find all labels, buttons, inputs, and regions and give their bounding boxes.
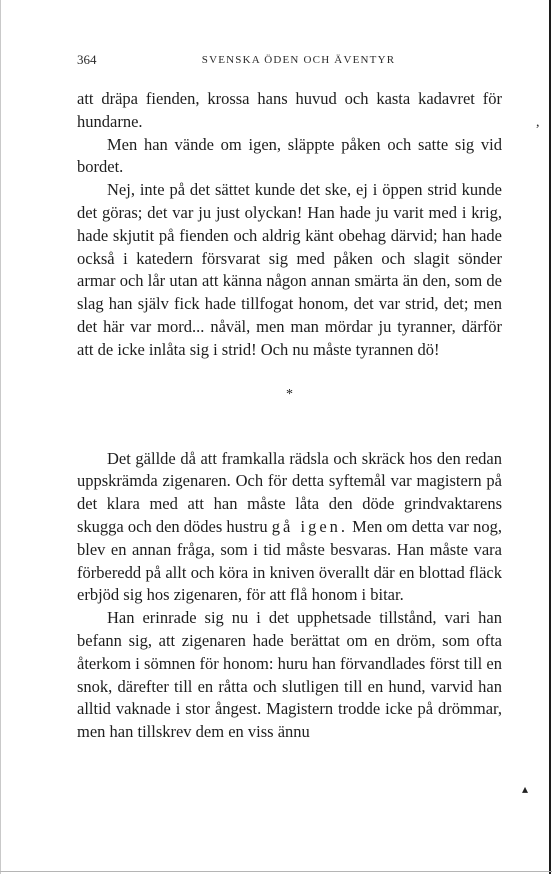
scan-edge-right	[549, 0, 551, 874]
margin-speck: ,	[536, 115, 540, 130]
margin-speck: ▴	[522, 782, 529, 796]
page-number: 364	[77, 52, 97, 67]
paragraph: Nej, inte på det sättet kunde det ske, ej i öppen strid kunde det göras; det var ju just olyckan! Han hade ju varit med i krig, hade skjutit på fienden och aldrig känt obehag därvid; han hade också i katedern försvarat sig med påken och slagit sönder armar och lår utan att känna någon annan smärta än den, som de slag han själv fick hade tillfogat honom, det var strid, det; men det här var mord... nåväl, men man mördar ju tyranner, därför att de icke inlåta sig i strid! Och nu måste tyrannen dö!	[77, 180, 502, 359]
section-gap	[77, 406, 502, 448]
paragraph: att dräpa fienden, krossa hans huvud och kasta kadavret för hundarne.	[77, 89, 502, 131]
emphasized-text: gå igen.	[271, 516, 349, 536]
section-separator: *	[286, 386, 293, 402]
running-header	[77, 52, 502, 74]
running-title: SVENSKA ÖDEN OCH ÄVENTYR	[201, 54, 396, 66]
paragraph-text: Men om detta var nog, blev en annan fråga, som i tid måste besvaras. Han måste vara förberedd på allt och köra in kniven överallt där en blottad fläck erbjöd sig hos zigenaren, för att flå honom i bitar.	[77, 516, 503, 605]
paragraph	[77, 448, 502, 608]
scan-edge-left	[0, 0, 1, 874]
scan-edge-bottom	[0, 871, 552, 872]
body-text	[77, 88, 502, 744]
paragraph: Han erinrade sig nu i det upphetsade tillstånd, vari han befann sig, att zigenaren hade berättat om en dröm, som ofta återkom i sömnen för honom: huru han förvandlades först till en snok, därefter till en råtta och slutligen till en hund, varvid han alltid vaknade i stor ångest. Magistern trodde icke på drömmar, men han tillskrev dem en viss ännu	[77, 608, 502, 742]
paragraph: Men han vände om igen, släppte påken och satte sig vid bordet.	[77, 134, 502, 177]
book-page	[77, 52, 502, 744]
paragraph-text: Det gällde då att framkalla rädsla och skräck hos den redan uppskrämda zigenaren. Och för detta syftemål var magistern på det klara med att han måste låta den döde grindvaktarens skugga och den dödes hustru	[77, 448, 502, 536]
